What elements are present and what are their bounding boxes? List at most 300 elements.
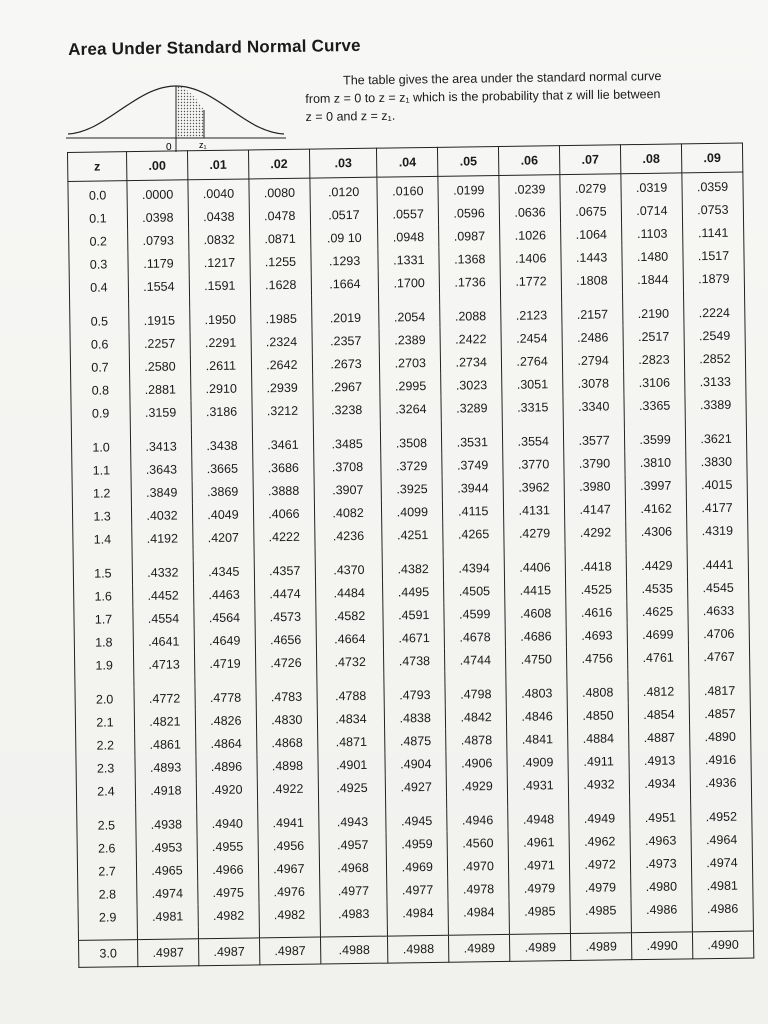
area-value-cell: .3289 [441,396,502,420]
spacer-cell [569,795,630,807]
area-value-cell: .4989 [571,933,632,961]
area-value-cell: .4948 [508,807,569,831]
area-value-cell: .2157 [562,302,623,326]
z-value-cell: 2.9 [78,905,137,929]
area-value-cell: .2517 [623,324,684,348]
spacer-cell [687,542,748,554]
area-value-cell: .4922 [257,777,318,801]
area-value-cell: .4382 [383,557,444,581]
area-value-cell: .4207 [193,525,254,549]
spacer-cell [254,548,315,560]
area-value-cell: .4608 [505,601,566,625]
shaded-area [176,86,204,138]
area-value-cell: .3980 [564,474,625,498]
area-value-cell: .4599 [444,602,505,626]
area-value-cell: .0080 [249,178,310,204]
label-zero: 0 [166,142,172,153]
area-value-cell: .0714 [621,198,682,222]
header-col: .09 [681,143,742,173]
area-value-cell: .1664 [311,272,379,296]
header-z: z [68,152,127,182]
area-value-cell: .4956 [258,834,319,858]
spacer-cell [504,544,565,556]
area-value-cell: .4986 [631,897,692,921]
area-value-cell: .1517 [683,244,744,268]
spacer-cell [252,422,313,434]
area-value-cell: .4032 [131,503,192,527]
spacer-cell [443,545,504,557]
area-value-cell: .1141 [683,221,744,245]
area-value-cell: .4525 [566,577,627,601]
area-value-cell: .4966 [197,857,258,881]
area-value-cell: .4788 [317,684,385,708]
area-value-cell: .4306 [626,519,687,543]
area-value-cell: .4887 [629,725,690,749]
area-value-cell: .4916 [690,748,751,772]
area-value-cell: .2642 [251,353,312,377]
area-value-cell: .0040 [188,179,249,205]
area-value-cell: .3944 [442,476,503,500]
area-value-cell: .3665 [192,456,253,480]
area-value-cell: .2224 [684,301,745,325]
area-value-cell: .4793 [384,683,445,707]
area-value-cell: .4370 [315,558,383,582]
spacer-cell [449,923,510,935]
area-value-cell: .4560 [447,831,508,855]
area-value-cell: .4767 [688,645,749,669]
area-value-cell: .4463 [193,582,254,606]
area-value-cell: .4830 [256,708,317,732]
area-value-cell: .1985 [251,307,312,331]
spacer-cell [129,297,190,309]
area-value-cell: .4573 [255,605,316,629]
area-value-cell: .4971 [509,853,570,877]
area-value-cell: .4976 [259,880,320,904]
label-z1: z₁ [199,140,207,150]
area-value-cell: .2190 [623,301,684,325]
area-value-cell: .4967 [258,857,319,881]
area-value-cell: .4945 [386,809,447,833]
spacer-cell [685,416,746,428]
spacer-cell [447,797,508,809]
standard-normal-table [67,143,754,968]
area-value-cell: .4484 [315,581,383,605]
area-value-cell: .3264 [380,397,441,421]
area-value-cell: .0319 [621,173,682,199]
area-value-cell: .4980 [631,874,692,898]
spacer-cell [256,674,317,686]
area-value-cell: .4979 [509,876,570,900]
z-value-cell: 3.0 [79,940,138,968]
area-value-cell: .2291 [190,330,251,354]
area-value-cell: .3365 [624,393,685,417]
area-value-cell: .4988 [388,935,449,963]
area-value-cell: .3212 [252,399,313,423]
area-value-cell: .2580 [129,354,190,378]
area-value-cell: .4961 [508,830,569,854]
spacer-cell [136,801,197,813]
area-value-cell: .2389 [379,328,440,352]
z-value-cell: 2.5 [77,813,136,837]
area-value-cell: .4974 [137,881,198,905]
area-value-cell: .4987 [198,938,259,966]
area-value-cell: .3023 [441,373,502,397]
area-value-cell: .4664 [316,627,384,651]
area-value-cell: .3554 [503,429,564,453]
area-value-cell: .1480 [622,244,683,268]
area-value-cell: .4906 [446,751,507,775]
z-value-cell: 1.8 [74,630,133,654]
spacer-cell [501,292,562,304]
area-value-cell: .4949 [569,806,630,830]
area-value-cell: .4699 [627,622,688,646]
area-value-cell: .4474 [254,582,315,606]
area-value-cell: .0438 [188,204,249,228]
spacer-cell [70,298,129,310]
z-value-cell: 0.9 [71,401,130,425]
area-value-cell: .2454 [501,326,562,350]
area-value-cell: .3485 [313,432,381,456]
area-value-cell: .4357 [254,559,315,583]
area-value-cell: .4977 [319,879,387,903]
spacer-cell [508,796,569,808]
spacer-cell [384,672,445,684]
area-value-cell: .0000 [127,180,188,206]
area-value-cell: .4929 [446,774,507,798]
spacer-cell [197,800,258,812]
spacer-cell [570,921,631,933]
area-value-cell: .2823 [623,347,684,371]
area-value-cell: .0359 [682,172,743,198]
area-value-cell: .4974 [691,850,752,874]
area-value-cell: .2794 [562,348,623,372]
area-value-cell: .4441 [687,553,748,577]
area-value-cell: .4842 [446,705,507,729]
area-value-cell: .4732 [316,650,384,674]
header-col: .05 [438,146,499,176]
area-value-cell: .4719 [194,651,255,675]
z-value-cell: 1.4 [73,527,132,551]
area-value-cell: .0675 [560,199,621,223]
area-value-cell: .4826 [195,708,256,732]
spacer-cell [624,416,685,428]
area-value-cell: .4177 [686,496,747,520]
area-value-cell: .4890 [690,725,751,749]
spacer-cell [388,924,449,936]
area-value-cell: .4861 [135,732,196,756]
spacer-cell [191,422,252,434]
area-value-cell: .4962 [569,829,630,853]
z-value-cell: 1.6 [74,584,133,608]
z-value-cell: 0.0 [68,181,127,207]
z-value-cell: 1.2 [72,481,131,505]
area-value-cell: .4693 [566,623,627,647]
area-value-cell: .4099 [382,500,443,524]
z-value-cell: 2.1 [75,710,134,734]
area-value-cell: .4938 [136,812,197,836]
area-value-cell: .4931 [507,773,568,797]
header-col: .04 [377,147,438,177]
area-value-cell: .4778 [195,685,256,709]
area-value-cell: .4656 [255,628,316,652]
area-value-cell: .0398 [127,205,188,229]
area-value-cell: .1293 [311,249,379,273]
area-value-cell: .0832 [189,227,250,251]
z-value-cell: 0.6 [70,332,129,356]
area-value-cell: .4686 [505,624,566,648]
z-value-cell: 2.8 [78,882,137,906]
area-value-cell: .4616 [566,600,627,624]
z-value-cell: 0.2 [69,229,128,253]
area-value-cell: .1179 [128,251,189,275]
z-table [67,143,754,968]
area-value-cell: .4934 [629,771,690,795]
area-value-cell: .3599 [624,427,685,451]
area-value-cell: .0948 [378,225,439,249]
area-value-cell: .3051 [502,372,563,396]
area-value-cell: .4943 [319,810,387,834]
area-value-cell: .3413 [130,434,191,458]
area-value-cell: .4406 [504,555,565,579]
area-value-cell: .3461 [252,433,313,457]
area-value-cell: .4554 [133,606,194,630]
spacer-cell [78,928,137,940]
area-value-cell: .2019 [311,306,379,330]
area-value-cell: .2549 [684,324,745,348]
area-value-cell: .3621 [685,427,746,451]
z-value-cell: 0.7 [70,355,129,379]
z-value-cell: 2.0 [75,687,134,711]
area-value-cell: .1368 [439,247,500,271]
area-value-cell: .4761 [628,645,689,669]
z-value-cell: 2.6 [77,836,136,860]
area-value-cell: .1064 [561,222,622,246]
area-value-cell: .4982 [198,903,259,927]
area-value-cell: .4989 [510,934,571,962]
spacer-cell [628,668,689,680]
area-value-cell: .4985 [570,898,631,922]
area-value-cell: .4970 [448,854,509,878]
area-value-cell: .4977 [387,878,448,902]
header-col: .02 [248,149,309,179]
spacer-cell [684,290,745,302]
area-value-cell: .4911 [568,749,629,773]
area-value-cell: .2611 [190,353,251,377]
area-value-cell: .2054 [379,305,440,329]
spacer-cell [442,419,503,431]
area-value-cell: .4222 [254,525,315,549]
area-value-cell: .4984 [387,901,448,925]
area-value-cell: .3708 [314,455,382,479]
area-value-cell: .4162 [625,496,686,520]
header-col: .06 [499,146,560,176]
z-value-cell: 2.7 [77,859,136,883]
header-col: .03 [309,148,377,178]
area-value-cell: .4985 [509,899,570,923]
area-value-cell: .4896 [196,754,257,778]
area-value-cell: .4925 [318,776,386,800]
area-value-cell: .4952 [691,805,752,829]
area-value-cell: .4251 [382,523,443,547]
area-value-cell: .3849 [131,480,192,504]
area-value-cell: .0239 [499,175,560,201]
area-value-cell: .4841 [507,727,568,751]
area-value-cell: .4495 [383,580,444,604]
area-value-cell: .4783 [256,685,317,709]
area-value-cell: .4868 [256,731,317,755]
area-value-cell: .4726 [255,651,316,675]
spacer-cell [379,294,440,306]
area-value-cell: .4803 [506,681,567,705]
spacer-cell [630,794,691,806]
area-value-cell: .4838 [385,706,446,730]
area-value-cell: .4649 [194,628,255,652]
area-value-cell: .4713 [134,652,195,676]
area-value-cell: .4817 [689,679,750,703]
area-value-cell: .2123 [501,303,562,327]
area-value-cell: .4940 [197,811,258,835]
area-value-cell: .4292 [565,520,626,544]
area-value-cell: .3508 [381,431,442,455]
area-value-cell: .3238 [313,398,381,422]
area-value-cell: .4772 [134,686,195,710]
area-value-cell: .4884 [568,726,629,750]
area-value-cell: .4415 [505,578,566,602]
area-value-cell: .2967 [312,375,380,399]
spacer-cell [320,925,388,937]
area-value-cell: .3340 [563,394,624,418]
area-value-cell: .4957 [319,833,387,857]
area-value-cell: .3962 [503,475,564,499]
area-value-cell: .3577 [564,428,625,452]
area-value-cell: .1700 [379,271,440,295]
area-value-cell: .4821 [134,709,195,733]
area-value-cell: .1915 [129,308,190,332]
area-value-cell: .1736 [439,270,500,294]
area-value-cell: .4505 [444,579,505,603]
area-value-cell: .4750 [506,647,567,671]
area-value-cell: .4582 [316,604,384,628]
area-value-cell: .3770 [503,452,564,476]
spacer-cell [189,296,250,308]
area-value-cell: .4964 [691,828,752,852]
spacer-cell [689,668,750,680]
area-value-cell: .2881 [130,377,191,401]
z-value-cell: 2.4 [76,779,135,803]
spacer-cell [502,418,563,430]
description-line-3: z = 0 and z = z₁. [305,108,396,124]
spacer-cell [692,919,753,931]
area-value-cell: .4591 [383,603,444,627]
area-value-cell: .09 10 [310,226,378,250]
area-value-cell: .3686 [253,456,314,480]
area-value-cell: .3907 [314,478,382,502]
area-value-cell: .4756 [567,646,628,670]
table-body [68,172,754,967]
area-value-cell: .3133 [685,370,746,394]
area-value-cell: .4864 [196,731,257,755]
spacer-cell [195,674,256,686]
area-value-cell: .4965 [136,858,197,882]
spacer-cell [623,290,684,302]
area-value-cell: .0557 [378,202,439,226]
spacer-cell [445,671,506,683]
area-value-cell: .1591 [189,273,250,297]
area-value-cell: .4429 [626,553,687,577]
z-value-cell: 1.9 [75,653,134,677]
spacer-cell [626,542,687,554]
z-value-cell: 1.0 [71,435,130,459]
area-value-cell: .1950 [190,307,251,331]
area-value-cell: .4982 [259,903,320,927]
z-value-cell: 1.3 [72,504,131,528]
area-value-cell: .4978 [448,877,509,901]
area-value-cell: .4959 [386,832,447,856]
area-value-cell: .0753 [682,198,743,222]
area-value-cell: .4564 [194,605,255,629]
area-value-cell: .3389 [685,393,746,417]
z-value-cell: 0.3 [69,252,128,276]
spacer-cell [137,927,198,939]
area-value-cell: .4345 [193,559,254,583]
area-value-cell: .4015 [686,473,747,497]
area-value-cell: .4932 [568,772,629,796]
header-col: .00 [127,151,188,181]
spacer-cell [565,543,626,555]
area-value-cell: .4951 [630,805,691,829]
area-value-cell: .2764 [502,349,563,373]
area-value-cell: .4898 [257,754,318,778]
area-value-cell: .4901 [318,753,386,777]
area-value-cell: .3869 [192,479,253,503]
area-value-cell: .1026 [500,223,561,247]
area-value-cell: .0636 [499,200,560,224]
area-value-cell: .1406 [500,246,561,270]
area-value-cell: .1879 [683,267,744,291]
area-value-cell: .4972 [569,852,630,876]
spacer-cell [382,546,443,558]
page-title: Area Under Standard Normal Curve [68,35,361,59]
area-value-cell: .4535 [627,576,688,600]
area-value-cell: .4975 [198,880,259,904]
area-value-cell: .2703 [380,351,441,375]
area-value-cell: .4418 [565,554,626,578]
area-value-cell: .3749 [442,453,503,477]
area-value-cell: .0596 [438,201,499,225]
area-value-cell: .4968 [319,856,387,880]
area-value-cell: .4989 [449,934,510,962]
area-value-cell: .4927 [386,775,447,799]
area-value-cell: .1808 [561,268,622,292]
area-value-cell: .4986 [692,896,753,920]
area-value-cell: .3159 [130,400,191,424]
area-value-cell: .0987 [439,224,500,248]
area-value-cell: .4984 [448,900,509,924]
area-value-cell: .2324 [251,330,312,354]
area-value-cell: .0517 [310,203,378,227]
area-value-cell: .4625 [627,599,688,623]
area-value-cell: .4893 [135,755,196,779]
area-value-cell: .0279 [560,174,621,200]
spacer-cell [381,420,442,432]
area-value-cell: .4846 [506,704,567,728]
area-value-cell: .1628 [250,273,311,297]
area-value-cell: .2673 [312,352,380,376]
area-value-cell: .4941 [258,811,319,835]
area-value-cell: .4981 [137,904,198,928]
area-value-cell: .4987 [138,939,199,967]
area-value-cell: .3790 [564,451,625,475]
